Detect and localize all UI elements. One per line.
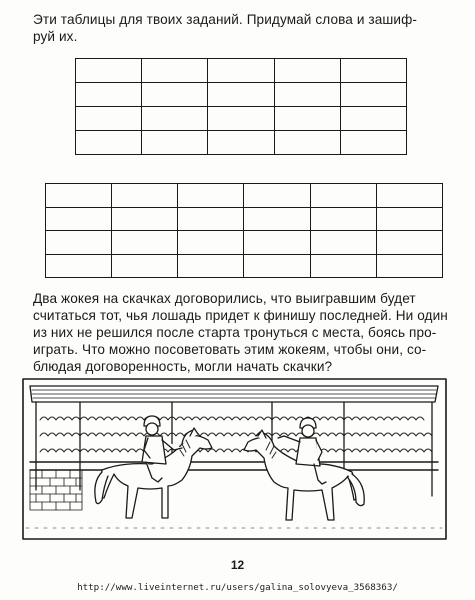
grid-cell xyxy=(376,184,442,208)
grid-cell xyxy=(310,184,376,208)
grid-row xyxy=(46,184,443,208)
grid-cell xyxy=(178,184,244,208)
instruction-line: руй их. xyxy=(33,29,78,44)
riddle-line: Два жокея на скачках договорились, что выигравшим будет xyxy=(33,291,416,306)
grid-cell xyxy=(112,184,178,208)
page-number: 12 xyxy=(230,558,245,572)
grid-cell xyxy=(376,254,442,278)
grid-cell xyxy=(208,83,274,107)
grid-cell xyxy=(76,83,142,107)
grid-cell xyxy=(178,254,244,278)
grid-cell xyxy=(274,59,340,83)
grid-cell xyxy=(142,83,208,107)
grid-cell xyxy=(142,131,208,155)
source-url: http://www.liveinternet.ru/users/galina_solovyeva_3568363/ xyxy=(77,582,398,593)
grid-cell xyxy=(274,83,340,107)
task-instruction xyxy=(33,11,453,45)
grid-cell xyxy=(178,231,244,255)
riddle-line: блюдая договоренность, могли начать скачки? xyxy=(33,359,333,374)
grid-cell xyxy=(112,207,178,231)
instruction-line: Эти таблицы для твоих заданий. Придумай слова и зашиф- xyxy=(33,12,417,27)
grid-cell xyxy=(46,184,112,208)
empty-grid-large xyxy=(45,183,443,278)
crowd-rows xyxy=(40,417,432,452)
grid-cell xyxy=(340,131,406,155)
grid-cell xyxy=(46,231,112,255)
grid-cell xyxy=(244,254,310,278)
grid-cell xyxy=(178,207,244,231)
grid-cell xyxy=(142,107,208,131)
grid-row xyxy=(46,254,443,278)
riddle-line: из них не решился после старта тронуться с места, боясь про- xyxy=(33,325,437,340)
grid-cell xyxy=(310,207,376,231)
grid-row xyxy=(76,107,407,131)
grid-row xyxy=(76,59,407,83)
grid-row xyxy=(76,131,407,155)
grid-cell xyxy=(310,231,376,255)
grid-cell xyxy=(244,231,310,255)
grid-cell xyxy=(376,207,442,231)
grid-cell xyxy=(46,207,112,231)
grid-row xyxy=(46,207,443,231)
grid-cell xyxy=(142,59,208,83)
grid-cell xyxy=(76,131,142,155)
grid-cell xyxy=(76,59,142,83)
grid-cell xyxy=(208,107,274,131)
grid-cell xyxy=(208,59,274,83)
riddle-line: считаться тот, чья лошадь придет к финишу последней. Ни один xyxy=(33,308,448,323)
grid-cell xyxy=(274,107,340,131)
grid-row xyxy=(76,83,407,107)
brick-wall xyxy=(30,470,82,510)
grid-cell xyxy=(376,231,442,255)
grid-row xyxy=(46,231,443,255)
grid-cell xyxy=(76,107,142,131)
empty-grid-small xyxy=(75,58,407,155)
left-horse-and-jockey xyxy=(95,416,212,518)
grid-cell xyxy=(340,59,406,83)
grid-cell xyxy=(46,254,112,278)
jockeys-illustration xyxy=(22,378,447,540)
riddle-line: играть. Что можно посоветовать этим жокеям, чтобы они, со- xyxy=(33,342,427,357)
grid-cell xyxy=(274,131,340,155)
grid-cell xyxy=(208,131,274,155)
grid-cell xyxy=(340,107,406,131)
grid-cell xyxy=(244,184,310,208)
grid-cell xyxy=(112,231,178,255)
riddle-text xyxy=(33,290,458,375)
grid-cell xyxy=(244,207,310,231)
grid-cell xyxy=(310,254,376,278)
grid-cell xyxy=(340,83,406,107)
grid-cell xyxy=(112,254,178,278)
